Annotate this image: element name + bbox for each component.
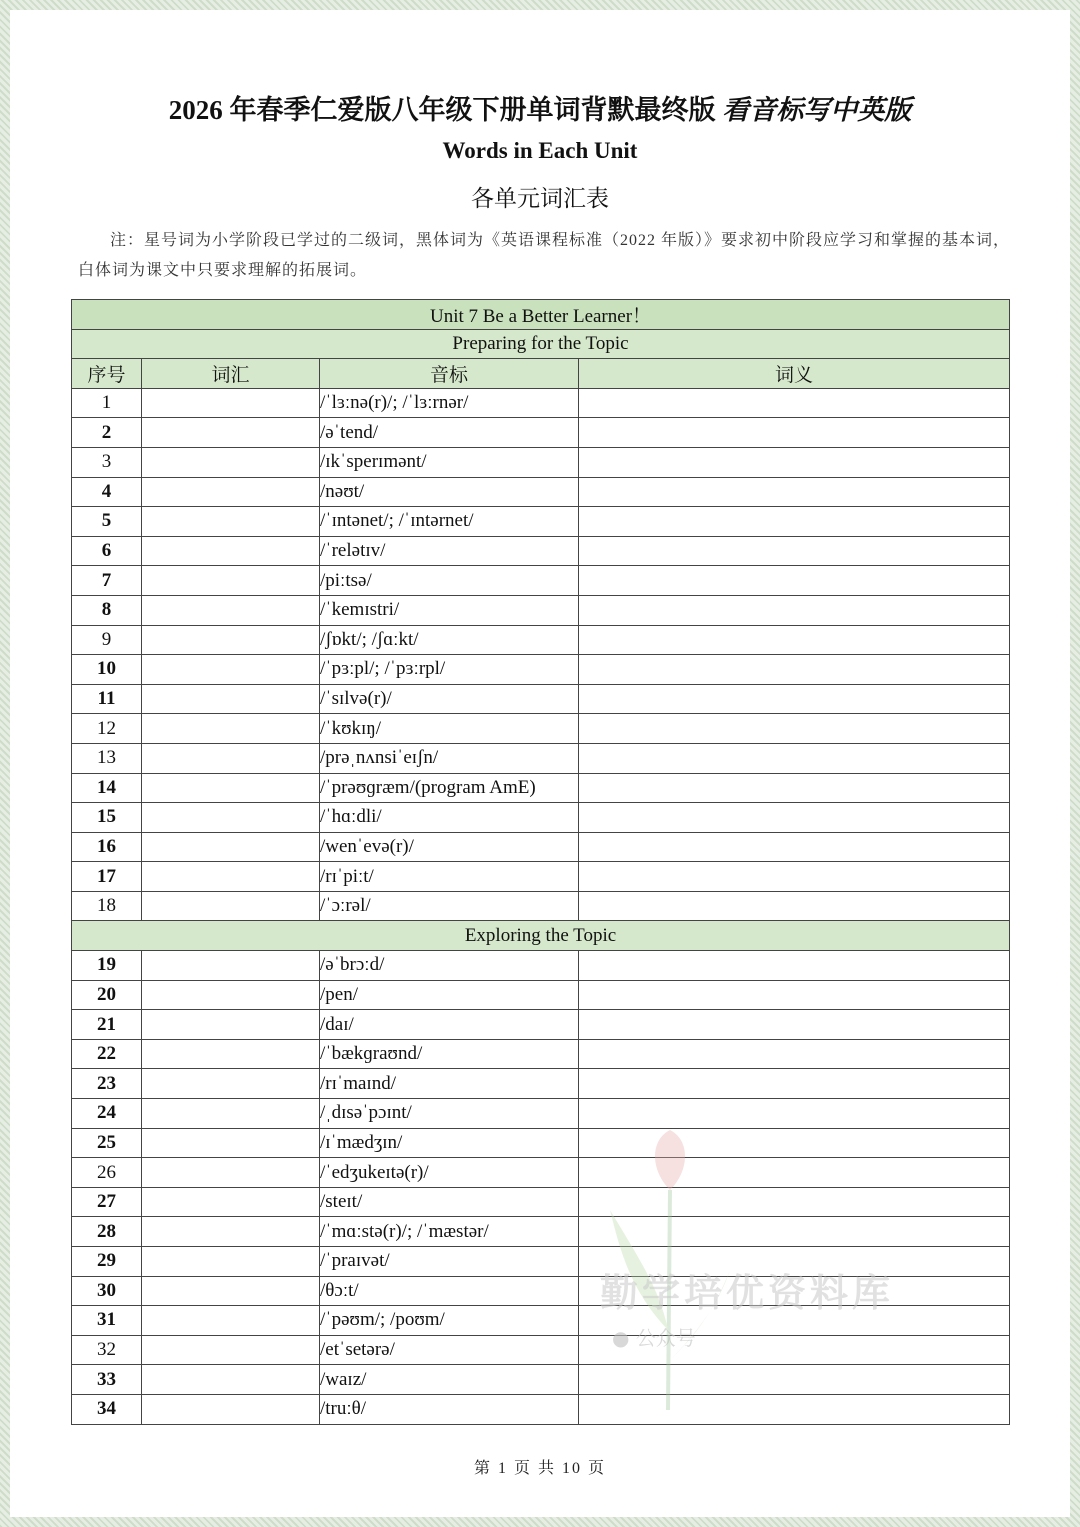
row-number: 9 <box>72 625 142 655</box>
word-cell[interactable] <box>142 832 320 862</box>
table-row <box>72 1039 1010 1069</box>
table-row <box>72 1158 1010 1188</box>
word-cell[interactable] <box>142 447 320 477</box>
column-header-meaning: 词义 <box>579 359 1010 389</box>
word-cell[interactable] <box>142 803 320 833</box>
phonetic-cell: /ˈhɑːdli/ <box>320 803 579 833</box>
table-row <box>72 1306 1010 1336</box>
phonetic-cell: /wenˈevə(r)/ <box>320 832 579 862</box>
row-number: 31 <box>72 1306 142 1336</box>
word-cell[interactable] <box>142 714 320 744</box>
meaning-cell[interactable] <box>579 1039 1010 1069</box>
meaning-cell[interactable] <box>579 655 1010 685</box>
meaning-cell[interactable] <box>579 862 1010 892</box>
meaning-cell[interactable] <box>579 980 1010 1010</box>
word-cell[interactable] <box>142 566 320 596</box>
meaning-cell[interactable] <box>579 684 1010 714</box>
meaning-cell[interactable] <box>579 418 1010 448</box>
meaning-cell[interactable] <box>579 714 1010 744</box>
word-cell[interactable] <box>142 418 320 448</box>
phonetic-cell: /ˈɔːrəl/ <box>320 891 579 921</box>
table-row <box>72 773 1010 803</box>
row-number: 26 <box>72 1158 142 1188</box>
word-cell[interactable] <box>142 655 320 685</box>
row-number: 3 <box>72 447 142 477</box>
row-number: 24 <box>72 1099 142 1129</box>
meaning-cell[interactable] <box>579 1394 1010 1424</box>
meaning-cell[interactable] <box>579 1365 1010 1395</box>
table-row <box>72 1335 1010 1365</box>
table-row <box>72 684 1010 714</box>
phonetic-cell: /nəʊt/ <box>320 477 579 507</box>
row-number: 2 <box>72 418 142 448</box>
word-cell[interactable] <box>142 1069 320 1099</box>
meaning-cell[interactable] <box>579 743 1010 773</box>
word-cell[interactable] <box>142 891 320 921</box>
table-row <box>72 832 1010 862</box>
phonetic-cell: /ˈlɜːnə(r)/; /ˈlɜːrnər/ <box>320 388 579 418</box>
word-cell[interactable] <box>142 507 320 537</box>
phonetic-cell: /ˈpəʊm/; /poʊm/ <box>320 1306 579 1336</box>
meaning-cell[interactable] <box>579 803 1010 833</box>
row-number: 11 <box>72 684 142 714</box>
table-row <box>72 862 1010 892</box>
table-row <box>72 1099 1010 1129</box>
phonetic-cell: /truːθ/ <box>320 1394 579 1424</box>
word-cell[interactable] <box>142 1365 320 1395</box>
phonetic-cell: /ˈedʒukeɪtə(r)/ <box>320 1158 579 1188</box>
table-row <box>72 1276 1010 1306</box>
word-cell[interactable] <box>142 980 320 1010</box>
meaning-cell[interactable] <box>579 1128 1010 1158</box>
word-cell[interactable] <box>142 1099 320 1129</box>
row-number: 15 <box>72 803 142 833</box>
phonetic-cell: /piːtsə/ <box>320 566 579 596</box>
word-cell[interactable] <box>142 684 320 714</box>
word-cell[interactable] <box>142 536 320 566</box>
meaning-cell[interactable] <box>579 536 1010 566</box>
table-row <box>72 1128 1010 1158</box>
column-header-phonetic: 音标 <box>320 359 579 389</box>
row-number: 17 <box>72 862 142 892</box>
meaning-cell[interactable] <box>579 951 1010 981</box>
word-cell[interactable] <box>142 1039 320 1069</box>
word-cell[interactable] <box>142 388 320 418</box>
table-row <box>72 980 1010 1010</box>
table-row <box>72 1247 1010 1277</box>
meaning-cell[interactable] <box>579 773 1010 803</box>
phonetic-cell: /ˈprəʊɡræm/(program AmE) <box>320 773 579 803</box>
row-number: 6 <box>72 536 142 566</box>
word-cell[interactable] <box>142 862 320 892</box>
note-paragraph: 注：星号词为小学阶段已学过的二级词，黑体词为《英语课程标准（2022 年版）》要求初中阶段应学习和掌握的基本词，白体词为课文中只要求理解的拓展词。 <box>78 232 1011 279</box>
table-row <box>72 1010 1010 1040</box>
word-cell[interactable] <box>142 1128 320 1158</box>
phonetic-cell: /pen/ <box>320 980 579 1010</box>
row-number: 13 <box>72 743 142 773</box>
table-row <box>72 1069 1010 1099</box>
phonetic-cell: /daɪ/ <box>320 1010 579 1040</box>
word-cell[interactable] <box>142 773 320 803</box>
title-italic: 看音标写中英版 <box>722 95 912 125</box>
vocab-table <box>71 299 1010 1425</box>
row-number: 7 <box>72 566 142 596</box>
unit-title-row <box>72 300 1010 330</box>
column-header-word: 词汇 <box>142 359 320 389</box>
page-title <box>0 88 1080 127</box>
table-row <box>72 951 1010 981</box>
page-footer: 第 1 页 共 10 页 <box>473 1460 606 1477</box>
table-row <box>72 1394 1010 1424</box>
column-header-row <box>72 359 1010 389</box>
row-number: 23 <box>72 1069 142 1099</box>
watermark-text: 勤学培优资料库 <box>600 1271 895 1315</box>
table-row <box>72 625 1010 655</box>
subtitle-chinese: 各单元词汇表 <box>471 186 609 211</box>
row-number: 32 <box>72 1335 142 1365</box>
phonetic-cell: /ˈpraɪvət/ <box>320 1247 579 1277</box>
table-row <box>72 447 1010 477</box>
meaning-cell[interactable] <box>579 1217 1010 1247</box>
phonetic-cell: /ɪkˈsperɪmənt/ <box>320 447 579 477</box>
word-cell[interactable] <box>142 743 320 773</box>
unit-title: Unit 7 Be a Better Learner！ <box>72 300 1010 330</box>
section-title-preparing: Preparing for the Topic <box>72 329 1010 359</box>
row-number: 28 <box>72 1217 142 1247</box>
word-cell[interactable] <box>142 477 320 507</box>
table-row <box>72 477 1010 507</box>
row-number: 34 <box>72 1394 142 1424</box>
section-header-row <box>72 921 1010 951</box>
row-number: 16 <box>72 832 142 862</box>
phonetic-cell: /etˈsetərə/ <box>320 1335 579 1365</box>
row-number: 20 <box>72 980 142 1010</box>
meaning-cell[interactable] <box>579 1158 1010 1188</box>
table-row <box>72 418 1010 448</box>
meaning-cell[interactable] <box>579 507 1010 537</box>
subtitle-english: Words in Each Unit <box>442 138 638 163</box>
meaning-cell[interactable] <box>579 1306 1010 1336</box>
phonetic-cell: /ʃɒkt/; /ʃɑːkt/ <box>320 625 579 655</box>
phonetic-cell: /əˈtend/ <box>320 418 579 448</box>
row-number: 29 <box>72 1247 142 1277</box>
word-cell[interactable] <box>142 1394 320 1424</box>
phonetic-cell: /prəˌnʌnsiˈeɪʃn/ <box>320 743 579 773</box>
row-number: 18 <box>72 891 142 921</box>
phonetic-cell: /əˈbrɔːd/ <box>320 951 579 981</box>
meaning-cell[interactable] <box>579 1099 1010 1129</box>
table-row <box>72 655 1010 685</box>
word-cell[interactable] <box>142 1276 320 1306</box>
row-number: 33 <box>72 1365 142 1395</box>
phonetic-cell: /ˌdɪsəˈpɔɪnt/ <box>320 1099 579 1129</box>
meaning-cell[interactable] <box>579 1276 1010 1306</box>
table-row <box>72 536 1010 566</box>
table-row <box>72 1365 1010 1395</box>
table-row <box>72 595 1010 625</box>
table-row <box>72 388 1010 418</box>
row-number: 22 <box>72 1039 142 1069</box>
phonetic-cell: /ˈrelətɪv/ <box>320 536 579 566</box>
phonetic-cell: /θɔːt/ <box>320 1276 579 1306</box>
word-cell[interactable] <box>142 595 320 625</box>
phonetic-cell: /ˈbækɡraʊnd/ <box>320 1039 579 1069</box>
section-header-row <box>72 329 1010 359</box>
document-page <box>10 10 1070 1517</box>
word-cell[interactable] <box>142 625 320 655</box>
meaning-cell[interactable] <box>579 477 1010 507</box>
meaning-cell[interactable] <box>579 447 1010 477</box>
row-number: 27 <box>72 1187 142 1217</box>
phonetic-cell: /ɪˈmædʒɪn/ <box>320 1128 579 1158</box>
watermark-sub-text: 公众号 <box>635 1326 696 1350</box>
word-cell[interactable] <box>142 1010 320 1040</box>
word-cell[interactable] <box>142 951 320 981</box>
meaning-cell[interactable] <box>579 625 1010 655</box>
row-number: 19 <box>72 951 142 981</box>
table-row <box>72 803 1010 833</box>
table-row <box>72 1217 1010 1247</box>
row-number: 1 <box>72 388 142 418</box>
table-row <box>72 507 1010 537</box>
meaning-cell[interactable] <box>579 1187 1010 1217</box>
column-header-number: 序号 <box>72 359 142 389</box>
table-row <box>72 714 1010 744</box>
row-number: 30 <box>72 1276 142 1306</box>
row-number: 5 <box>72 507 142 537</box>
word-cell[interactable] <box>142 1217 320 1247</box>
table-row <box>72 1187 1010 1217</box>
meaning-cell[interactable] <box>579 1247 1010 1277</box>
phonetic-cell: /rɪˈmaɪnd/ <box>320 1069 579 1099</box>
meaning-cell[interactable] <box>579 832 1010 862</box>
row-number: 21 <box>72 1010 142 1040</box>
phonetic-cell: /ˈpɜːpl/; /ˈpɜːrpl/ <box>320 655 579 685</box>
meaning-cell[interactable] <box>579 1069 1010 1099</box>
word-cell[interactable] <box>142 1187 320 1217</box>
phonetic-cell: /ˈsɪlvə(r)/ <box>320 684 579 714</box>
row-number: 12 <box>72 714 142 744</box>
table-row <box>72 566 1010 596</box>
phonetic-cell: /waɪz/ <box>320 1365 579 1395</box>
phonetic-cell: /rɪˈpiːt/ <box>320 862 579 892</box>
word-cell[interactable] <box>142 1306 320 1336</box>
row-number: 4 <box>72 477 142 507</box>
section-title-exploring: Exploring the Topic <box>72 921 1010 951</box>
table-row <box>72 743 1010 773</box>
phonetic-cell: /ˈmɑːstə(r)/; /ˈmæstər/ <box>320 1217 579 1247</box>
word-cell[interactable] <box>142 1247 320 1277</box>
meaning-cell[interactable] <box>579 1010 1010 1040</box>
word-cell[interactable] <box>142 1335 320 1365</box>
phonetic-cell: /steɪt/ <box>320 1187 579 1217</box>
meaning-cell[interactable] <box>579 1335 1010 1365</box>
row-number: 25 <box>72 1128 142 1158</box>
word-cell[interactable] <box>142 1158 320 1188</box>
meaning-cell[interactable] <box>579 891 1010 921</box>
wechat-icon: ● <box>612 1326 630 1350</box>
title-main: 2026 年春季仁爱版八年级下册单词背默最终版 <box>168 95 716 125</box>
meaning-cell[interactable] <box>579 388 1010 418</box>
row-number: 14 <box>72 773 142 803</box>
phonetic-cell: /ˈkemɪstri/ <box>320 595 579 625</box>
meaning-cell[interactable] <box>579 566 1010 596</box>
meaning-cell[interactable] <box>579 595 1010 625</box>
row-number: 8 <box>72 595 142 625</box>
phonetic-cell: /ˈkʊkɪŋ/ <box>320 714 579 744</box>
table-row <box>72 891 1010 921</box>
row-number: 10 <box>72 655 142 685</box>
phonetic-cell: /ˈɪntənet/; /ˈɪntərnet/ <box>320 507 579 537</box>
